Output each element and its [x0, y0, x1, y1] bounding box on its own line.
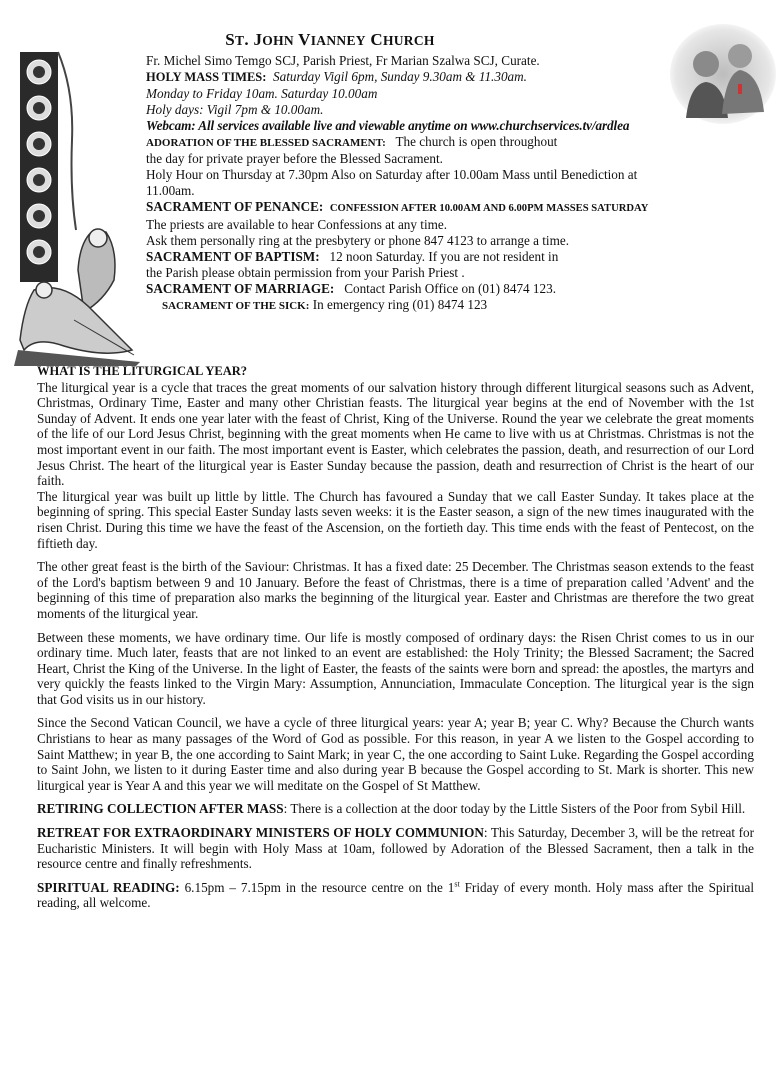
spiritual-reading-notice: SPIRITUAL READING: 6.15pm – 7.15pm in the resource centre on the 1st Friday of every month. Holy mass after the Spiritual reading, all welcome.	[37, 879, 754, 911]
penance-text-2: Ask them personally ring at the presbytery or phone 847 4123 to arrange a time.	[146, 232, 569, 248]
holy-hour-line-2: 11.00am.	[146, 183, 195, 199]
clergy-line: Fr. Michel Simo Temgo SCJ, Parish Priest, Fr Marian Szalwa SCJ, Curate.	[146, 53, 540, 68]
article-heading: WHAT IS THE LITURGICAL YEAR?	[37, 364, 248, 378]
article-paragraph: Since the Second Vatican Council, we have a cycle of three liturgical years: year A; year B; year C. Why? Because the Church wants Christians to hear as many passages of the Word of God as possible. For this reason, in year A we listen to the Gospel according to Saint Matthew; in year B, the one according to Saint Mark; in year C, the one according to Saint Luke. Regarding the Gospel according to Saint John, we listen to it during Easter time and also during year B because the Gospel according to St. Mark is shorter. This new liturgical year is Year A and this year we will meditate on the Gospel of St Matthew.	[37, 715, 754, 793]
adoration-line-2: the day for private prayer before the Blessed Sacrament.	[146, 151, 443, 167]
collection-notice: RETIRING COLLECTION AFTER MASS: There is a collection at the door today by the Little Sisters of the Poor from Sybil Hill.	[37, 801, 746, 817]
penance-text-1: The priests are available to hear Confessions at any time.	[146, 217, 448, 233]
mass-times-line: HOLY MASS TIMES: Saturday Vigil 6pm, Sunday 9.30am & 11.30am.	[146, 68, 527, 84]
article-paragraph: The other great feast is the birth of the Saviour: Christmas. It has a fixed date: 25 December. The Christmas season extends to the feast of the Lord's baptism between 9 and 10 January. Before the feast of Christmas, there is a time of preparation called 'Advent' and the beginning of this time of preparation also marks the beginning of the liturgical year. Easter and Christmas are therefore the two great moments of the liturgical year.	[37, 559, 754, 621]
article-paragraph: The liturgical year is a cycle that traces the great moments of our salvation history through different liturgical seasons such as Advent, Christmas, Ordinary Time, Easter and many other Christian feasts. The liturgical year begins at the end of November with the 1st Sunday of Advent. It ends one year later with the feast of Christ, King of the Universe. Round the year we celebrate the great moments of the life of our Lord Jesus Christ, beginning with the great moments when He came to live with us at Christmas. Christmas is not the most important event in our faith. The most important event is Easter, which celebrates the passion, death, and resurrection of our Lord Jesus Christ. The heart of the liturgical year is Easter Sunday because the passion, death and resurrection of Christ is the heart of our faith.	[37, 379, 754, 489]
sick-line: SACRAMENT OF THE SICK: In emergency ring (01) 8474 123	[162, 296, 488, 312]
church-title: ST. JOHN VIANNEY CHURCH	[225, 30, 435, 49]
adoration-line: ADORATION OF THE BLESSED SACRAMENT: The church is open throughout	[146, 133, 558, 149]
article-paragraph: The liturgical year was built up little by little. The Church has favoured a Sunday that we call Easter Sunday. It takes place at the beginning of spring. This special Easter Sunday lasts seven weeks: it is the Easter season, a sign of the new times inaugurated with the risen Christ. During this time we have the feast of the Ascension, on the fortieth day. This time ends with the feast of Pentecost, on the fiftieth day.	[37, 488, 754, 551]
marriage-line: SACRAMENT OF MARRIAGE: Contact Parish Office on (01) 8474 123.	[146, 280, 557, 296]
newsletter-body	[37, 364, 754, 919]
holy-days: Holy days: Vigil 7pm & 10.00am.	[146, 101, 324, 117]
retreat-notice: RETREAT FOR EXTRAORDINARY MINISTERS OF HOLY COMMUNION: This Saturday, December 3, will be the retreat for Eucharistic Ministers. It will begin with Holy Mass at 10am, followed by Adoration of the Blessed Sacrament, then a talk in the resource centre and finally refreshments.	[37, 825, 754, 872]
church-header	[146, 30, 771, 315]
baptism-line: SACRAMENT OF BAPTISM: 12 noon Saturday. If you are not resident in	[146, 248, 559, 264]
holy-hour-line: Holy Hour on Thursday at 7.30pm Also on Saturday after 10.00am Mass until Benediction at	[146, 167, 638, 183]
article-paragraph: Between these moments, we have ordinary time. Our life is mostly composed of ordinary days: the Risen Christ comes to us in our ordinary time. Much later, feasts that are not linked to an event are established: the Holy Trinity; the Blessed Sacrament; the Sacred Heart, Christ the King of the Universe. In the light of Easter, the feasts of the saints were born and spread: the apostles, the martyrs and very quickly the feasts linked to the Virgin Mary: Assumption, Annunciation, Immaculate Conception. The liturgical year is the sign that God visits us in our history.	[37, 629, 754, 707]
weekday-times: Monday to Friday 10am. Saturday 10.00am	[146, 85, 378, 101]
baptism-text-2: the Parish please obtain permission from your Parish Priest .	[146, 264, 465, 280]
penance-line: SACRAMENT OF PENANCE: CONFESSION AFTER 10.00AM AND 6.00PM MASSES SATURDAY	[146, 199, 649, 215]
pieta-illustration	[14, 50, 142, 366]
webcam-line: Webcam: All services available live and viewable anytime on www.churchservices.tv/ardlea	[146, 117, 630, 133]
